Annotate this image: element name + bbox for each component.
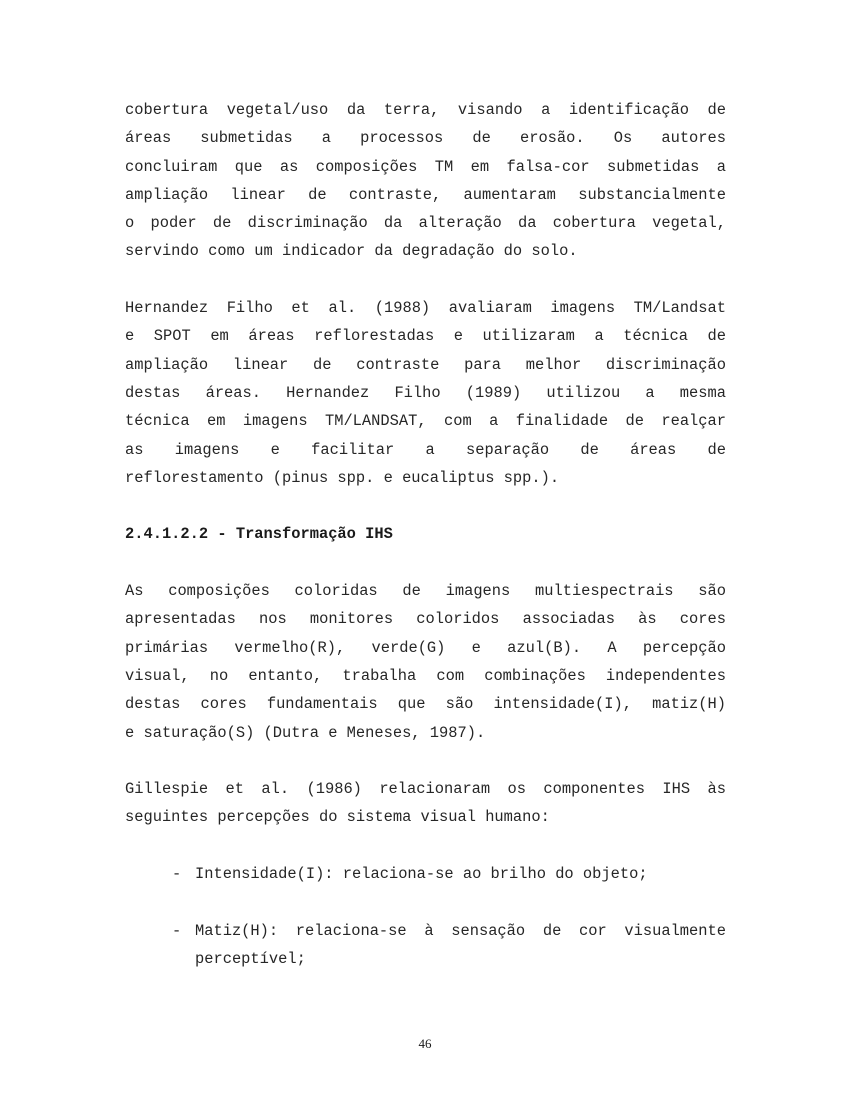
- list-item-text: [172, 860, 726, 888]
- list-item-hue: [125, 917, 726, 974]
- text-line: destas áreas. Hernandez Filho (1989) utilizou a mesma: [125, 383, 726, 402]
- paragraph-vegetation-erosion: [125, 96, 726, 266]
- text-line: Intensidade(I): relaciona-se ao brilho do objeto;: [195, 865, 648, 884]
- text-line: seguintes percepções do sistema visual humano:: [125, 808, 550, 827]
- paragraph-hernandez-filho: [125, 294, 726, 492]
- text-line: concluiram que as composições TM em falsa-cor submetidas a: [125, 157, 726, 176]
- text-line: e saturação(S) (Dutra e Meneses, 1987).: [125, 723, 486, 742]
- page-body: [125, 96, 726, 973]
- text-line: perceptível;: [195, 949, 306, 968]
- text-line: As composições coloridas de imagens multiespectrais são: [125, 582, 726, 601]
- text-line: técnica em imagens TM/LANDSAT, com a finalidade de realçar: [125, 412, 726, 431]
- text-line: Gillespie et al. (1986) relacionaram os componentes IHS às: [125, 780, 726, 799]
- paragraph-color-composites: [125, 577, 726, 747]
- text-line: e SPOT em áreas reflorestadas e utilizaram a técnica de: [125, 327, 726, 346]
- text-line: reflorestamento (pinus spp. e eucaliptus spp.).: [125, 468, 560, 487]
- text-line: Matiz(H): relaciona-se à sensação de cor visualmente: [195, 921, 726, 940]
- text-line: primárias vermelho(R), verde(G) e azul(B). A percepção: [125, 638, 726, 657]
- text-line: cobertura vegetal/uso da terra, visando a identificação de: [125, 101, 726, 119]
- text-line: destas cores fundamentais que são intensidade(I), matiz(H): [125, 695, 726, 714]
- bullet-dash: -: [172, 921, 182, 940]
- page-number: 46: [418, 1036, 432, 1051]
- list-item-intensity: [125, 860, 726, 888]
- text-line: ampliação linear de contraste, aumentaram substancialmente: [125, 185, 726, 204]
- text-line: Hernandez Filho et al. (1988) avaliaram imagens TM/Landsat: [125, 299, 726, 318]
- text-line: as imagens e facilitar a separação de áreas de: [125, 440, 726, 459]
- text-line: o poder de discriminação da alteração da cobertura vegetal,: [125, 214, 726, 233]
- list-item-text: [172, 917, 726, 974]
- paragraph-gillespie: [125, 775, 726, 832]
- text-line: áreas submetidas a processos de erosão. Os autores: [125, 129, 726, 148]
- text-line: ampliação linear de contraste para melhor discriminação: [125, 355, 726, 374]
- bullet-dash: -: [172, 865, 182, 884]
- section-heading: 2.4.1.2.2 - Transformação IHS: [125, 525, 393, 544]
- text-line: visual, no entanto, trabalha com combinações independentes: [125, 666, 726, 685]
- text-line: apresentadas nos monitores coloridos associadas às cores: [125, 610, 726, 629]
- text-line: servindo como um indicador da degradação do solo.: [125, 242, 578, 261]
